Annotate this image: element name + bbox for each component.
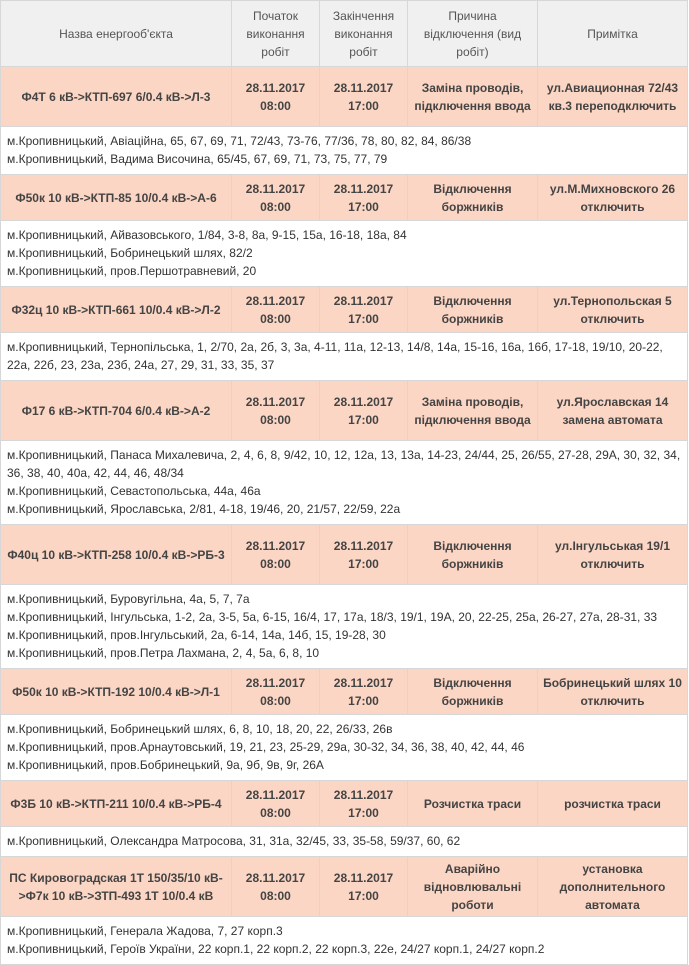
header-object-name: Назва енергооб'єкта (1, 1, 232, 67)
start-datetime (232, 67, 320, 127)
address-line: м.Кропивницький, Інгульська, 1-2, 2а, 3-5, 5а, 6-15, 16/4, 17, 17а, 18/3, 19/1, 19А, 20, 22-25, 25а, 26-27, 27а, 28-31, 33 (7, 610, 658, 624)
address-line: м.Кропивницький, Генерала Жадова, 7, 27 корп.3 (7, 924, 283, 938)
end-datetime (320, 381, 408, 441)
start-datetime (232, 525, 320, 585)
start-time: 08:00 (260, 311, 291, 326)
address-line: м.Кропивницький, пров.Інгульський, 2а, 6-14, 14а, 14б, 15, 19-28, 30 (7, 628, 386, 642)
end-datetime (320, 67, 408, 127)
outage-reason: Заміна проводів, підключення вводa (408, 67, 538, 127)
end-date: 28.11.2017 (333, 293, 394, 308)
address-line: м.Кропивницький, Героїв України, 22 корп.1, 22 корп.2, 22 корп.3, 22е, 24/27 корп.1, 24/27 корп.2 (7, 942, 545, 956)
outage-note: ул.М.Михновского 26 отключить (538, 175, 688, 221)
start-datetime (232, 381, 320, 441)
object-name: Ф17 6 кВ->КТП-704 6/0.4 кВ->А-2 (1, 381, 232, 441)
address-line: м.Кропивницький, Бобринецький шлях, 82/2 (7, 246, 253, 260)
address-line: м.Кропивницький, пров.Арнаутовський, 19, 21, 23, 25-29, 29а, 30-32, 34, 36, 38, 40, 42, 44, 46 (7, 740, 525, 754)
address-line: м.Кропивницький, Олександра Матросова, 31, 31а, 32/45, 33, 35-58, 59/37, 60, 62 (7, 834, 461, 848)
end-date: 28.11.2017 (333, 394, 394, 409)
end-time: 17:00 (348, 888, 379, 903)
end-time: 17:00 (348, 693, 379, 708)
address-line: м.Кропивницький, Вадима Височина, 65/45, 67, 69, 71, 73, 75, 77, 79 (7, 152, 388, 166)
outage-note: ул.Інгульськая 19/1 отключить (538, 525, 688, 585)
header-start: Початок виконання робіт (232, 1, 320, 67)
start-datetime (232, 669, 320, 715)
address-list (1, 715, 688, 781)
object-row (1, 67, 688, 127)
start-time: 08:00 (260, 412, 291, 427)
start-time: 08:00 (260, 199, 291, 214)
start-date: 28.11.2017 (245, 394, 306, 409)
end-datetime (320, 669, 408, 715)
outage-note: Бобринецький шлях 10 отключить (538, 669, 688, 715)
address-line: м.Кропивницький, пров.Бобринецький, 9а, 9б, 9в, 9г, 26А (7, 758, 324, 772)
address-row (1, 127, 688, 175)
start-date: 28.11.2017 (245, 181, 306, 196)
address-list (1, 221, 688, 287)
start-date: 28.11.2017 (245, 538, 306, 553)
outage-note: розчистка траси (538, 781, 688, 827)
address-list (1, 827, 688, 857)
end-time: 17:00 (348, 98, 379, 113)
start-datetime (232, 857, 320, 917)
end-datetime (320, 781, 408, 827)
address-line: м.Кропивницький, Буровугільна, 4а, 5, 7, 7а (7, 592, 250, 606)
address-line: м.Кропивницький, Панаса Михалевича, 2, 4, 6, 8, 9/42, 10, 12, 12а, 13, 13а, 14-23, 24/44, 25, 26/55, 27-28, 29А, 30, 32, 34, 36, 38, 40, 40а, 42, 44, 46, 48/34 (7, 448, 681, 480)
object-name: Ф32ц 10 кВ->КТП-661 10/0.4 кВ->Л-2 (1, 287, 232, 333)
start-datetime (232, 781, 320, 827)
address-row (1, 827, 688, 857)
start-time: 08:00 (260, 98, 291, 113)
address-list (1, 917, 688, 965)
end-date: 28.11.2017 (333, 538, 394, 553)
start-date: 28.11.2017 (245, 787, 306, 802)
header-end: Закінчення виконання робіт (320, 1, 408, 67)
outage-reason: Розчистка траси (408, 781, 538, 827)
address-line: м.Кропивницький, пров.Петра Лахмана, 2, 4, 5а, 6, 8, 10 (7, 646, 320, 660)
object-row (1, 525, 688, 585)
end-datetime (320, 287, 408, 333)
start-datetime (232, 175, 320, 221)
outage-reason: Відключення боржників (408, 669, 538, 715)
address-line: м.Кропивницький, пров.Першотравневий, 20 (7, 264, 257, 278)
address-row (1, 333, 688, 381)
table-header-row (1, 1, 688, 67)
object-name: Ф3Б 10 кВ->КТП-211 10/0.4 кВ->РБ-4 (1, 781, 232, 827)
end-date: 28.11.2017 (333, 181, 394, 196)
object-name: Ф50к 10 кВ->КТП-85 10/0.4 кВ->А-6 (1, 175, 232, 221)
object-row (1, 857, 688, 917)
address-line: м.Кропивницький, Авіаційна, 65, 67, 69, 71, 72/43, 73-76, 77/36, 78, 80, 82, 84, 86/38 (7, 134, 472, 148)
object-name: Ф40ц 10 кВ->КТП-258 10/0.4 кВ->РБ-3 (1, 525, 232, 585)
start-date: 28.11.2017 (245, 870, 306, 885)
header-note: Примітка (538, 1, 688, 67)
address-list (1, 333, 688, 381)
start-time: 08:00 (260, 888, 291, 903)
object-row (1, 175, 688, 221)
start-time: 08:00 (260, 805, 291, 820)
address-list (1, 441, 688, 525)
outage-note: ул.Авиационная 72/43 кв.3 переподключить (538, 67, 688, 127)
table-body (1, 67, 688, 965)
outage-reason: Відключення боржників (408, 525, 538, 585)
object-row (1, 781, 688, 827)
address-line: м.Кропивницький, Бобринецький шлях, 6, 8, 10, 18, 20, 22, 26/33, 26в (7, 722, 393, 736)
end-datetime (320, 857, 408, 917)
address-list (1, 585, 688, 669)
object-name: ПС Кировоградская 1Т 150/35/10 кВ->Ф7к 10 кВ->ЗТП-493 1Т 10/0.4 кВ (1, 857, 232, 917)
address-line: м.Кропивницький, Тернопільська, 1, 2/70, 2а, 2б, 3, 3а, 4-11, 11а, 12-13, 14/8, 14а, 15-16, 16а, 16б, 17-18, 19/10, 20-22, 22а, 22б, 23, 23а, 23б, 24а, 27, 29, 31, 33, 35, 37 (7, 340, 663, 372)
address-line: м.Кропивницький, Севастопольська, 44а, 46а (7, 484, 261, 498)
start-time: 08:00 (260, 556, 291, 571)
object-row (1, 669, 688, 715)
outage-note: ул.Ярославская 14 замена автомата (538, 381, 688, 441)
outage-reason: Відключення боржників (408, 287, 538, 333)
address-row (1, 585, 688, 669)
address-row (1, 221, 688, 287)
address-row (1, 441, 688, 525)
end-datetime (320, 175, 408, 221)
object-row (1, 381, 688, 441)
address-row (1, 917, 688, 965)
end-time: 17:00 (348, 805, 379, 820)
object-name: Ф4Т 6 кВ->КТП-697 6/0.4 кВ->Л-3 (1, 67, 232, 127)
header-reason: Причина відключення (вид робіт) (408, 1, 538, 67)
end-datetime (320, 525, 408, 585)
end-time: 17:00 (348, 412, 379, 427)
end-date: 28.11.2017 (333, 787, 394, 802)
start-date: 28.11.2017 (245, 293, 306, 308)
outage-reason: Заміна проводів, підключення вводa (408, 381, 538, 441)
address-line: м.Кропивницький, Ярославська, 2/81, 4-18, 19/46, 20, 21/57, 22/59, 22а (7, 502, 401, 516)
outage-reason: Відключення боржників (408, 175, 538, 221)
object-name: Ф50к 10 кВ->КТП-192 10/0.4 кВ->Л-1 (1, 669, 232, 715)
end-time: 17:00 (348, 199, 379, 214)
end-date: 28.11.2017 (333, 675, 394, 690)
start-time: 08:00 (260, 693, 291, 708)
object-row (1, 287, 688, 333)
end-date: 28.11.2017 (333, 870, 394, 885)
address-line: м.Кропивницький, Айвазовського, 1/84, 3-8, 8а, 9-15, 15а, 16-18, 18а, 84 (7, 228, 407, 242)
end-time: 17:00 (348, 311, 379, 326)
start-date: 28.11.2017 (245, 675, 306, 690)
start-datetime (232, 287, 320, 333)
outage-reason: Аварійно відновлювальні роботи (408, 857, 538, 917)
outage-note: установка дополнительного автомата (538, 857, 688, 917)
outage-note: ул.Тернопольская 5 отключить (538, 287, 688, 333)
address-row (1, 715, 688, 781)
end-date: 28.11.2017 (333, 80, 394, 95)
end-time: 17:00 (348, 556, 379, 571)
address-list (1, 127, 688, 175)
start-date: 28.11.2017 (245, 80, 306, 95)
